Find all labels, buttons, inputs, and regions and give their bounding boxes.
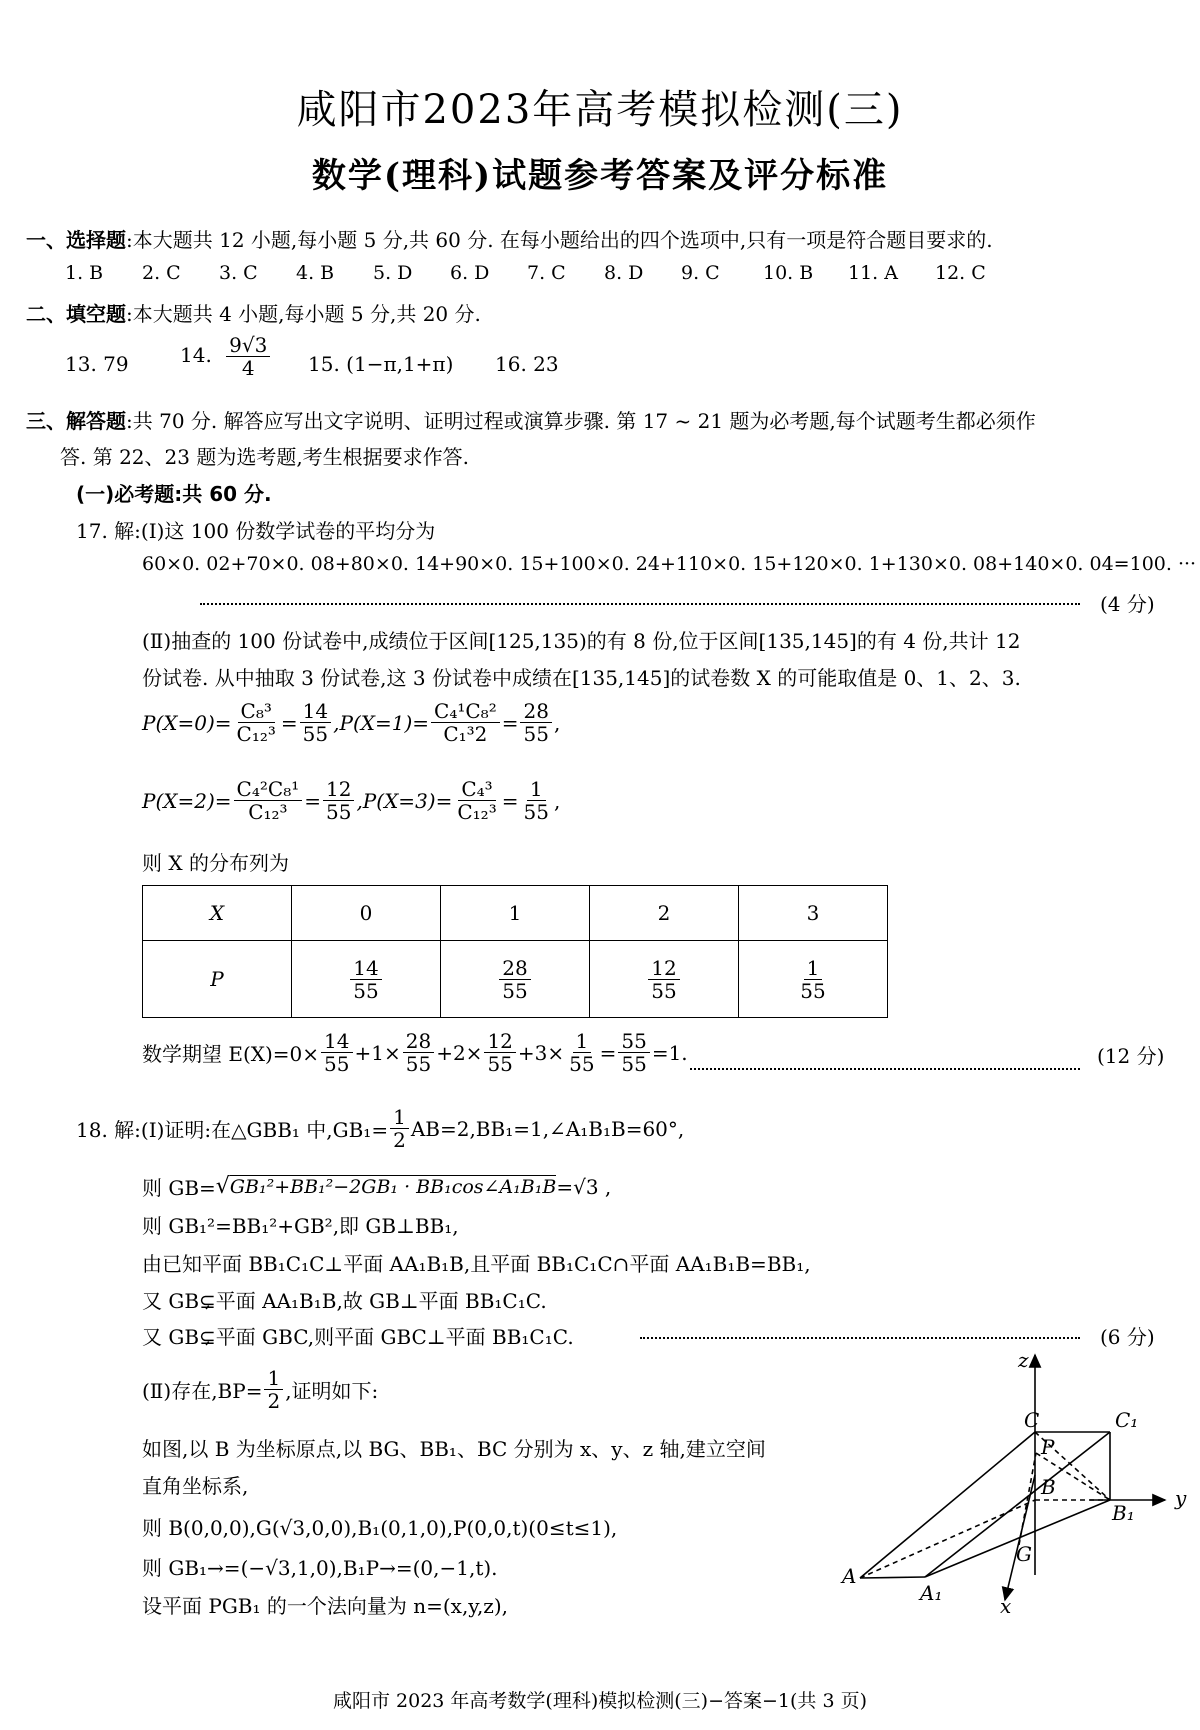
answer-6: 6. D xyxy=(450,262,490,284)
q18-line3: 则 GB₁²=BB₁²+GB²,即 GB⊥BB₁, xyxy=(142,1214,459,1238)
p3-den: C₁₂³ xyxy=(457,800,497,824)
table-row xyxy=(143,941,888,1018)
answer-11: 11. A xyxy=(848,262,898,284)
q17-line4: 份试卷. 从中抽取 3 份试卷,这 3 份试卷中成绩在[135,145]的试卷数 X 的可能取值是 0、1、2、3. xyxy=(142,666,1021,690)
table-cell xyxy=(739,941,888,1018)
fill-14-num: 9√3 xyxy=(226,334,270,357)
p2-num: C₄²C₈¹ xyxy=(234,778,303,801)
table-head-cell: 0 xyxy=(292,886,441,941)
q17-expectation xyxy=(142,1030,688,1075)
answer-8: 8. D xyxy=(604,262,644,284)
ex-f4n: 1 xyxy=(573,1030,592,1053)
p3-frac xyxy=(454,778,499,823)
edge-ac xyxy=(860,1432,1035,1578)
cell-num: 12 xyxy=(648,957,679,980)
p1-num: C₄¹C₈² xyxy=(431,700,500,723)
fill-13: 13. 79 xyxy=(65,352,129,376)
p2-result xyxy=(323,778,354,823)
p2-eq: = xyxy=(304,788,321,813)
p1-rd: 55 xyxy=(523,722,549,746)
q18-line4: 由已知平面 BB₁C₁C⊥平面 AA₁B₁B,且平面 BB₁C₁C∩平面 AA₁B₁B=BB₁, xyxy=(142,1252,811,1276)
p2-lhs: P(X=2)= xyxy=(142,788,232,813)
label-b1: B₁ xyxy=(1112,1501,1135,1525)
ex-f5n: 55 xyxy=(618,1030,649,1053)
ex-m1: +1× xyxy=(354,1040,401,1065)
table-head-x: X xyxy=(209,901,225,925)
q18-line7 xyxy=(142,1367,378,1412)
label-a: A xyxy=(842,1564,857,1588)
q18-l7-fn: 1 xyxy=(264,1367,283,1390)
table-cell xyxy=(590,941,739,1018)
edge-ab xyxy=(860,1500,1035,1578)
edge-aa1 xyxy=(860,1577,925,1578)
q17-line2: 60×0. 02+70×0. 08+80×0. 14+90×0. 15+100×0. 24+110×0. 15+120×0. 1+130×0. 08+140×0. 04=100. ··· xyxy=(142,553,1197,575)
section3-heading xyxy=(26,405,1036,434)
section3-desc2: 答. 第 22、23 题为选考题,考生根据要求作答. xyxy=(60,445,470,469)
section3-head: 三、解答题 xyxy=(26,409,126,433)
q18-line9: 直角坐标系, xyxy=(142,1474,249,1498)
dist-label: 则 X 的分布列为 xyxy=(142,851,289,875)
ex-lhs: 数学期望 E(X)=0× xyxy=(142,1042,320,1066)
answer-1: 1. B xyxy=(65,262,104,284)
section1-heading xyxy=(26,224,993,253)
prism-figure xyxy=(820,1345,1200,1615)
q18-dots-1 xyxy=(640,1337,1080,1339)
answer-5: 5. D xyxy=(373,262,413,284)
q18-line1 xyxy=(76,1106,684,1151)
q18-l7b: ,证明如下: xyxy=(285,1379,379,1403)
q18-l2a: 则 GB= xyxy=(142,1176,216,1200)
p0-lhs: P(X=0)= xyxy=(142,710,232,735)
p0-rd: 55 xyxy=(302,722,329,746)
p3-num: C₄³ xyxy=(458,778,495,801)
q18-line5: 又 GB⊊平面 AA₁B₁B,故 GB⊥平面 BB₁C₁C. xyxy=(142,1289,547,1313)
q17-dots-1 xyxy=(200,603,1080,605)
q18-radicand: GB₁²+BB₁²−2GB₁ · BB₁cos∠A₁B₁B xyxy=(229,1176,557,1198)
p1-rn: 28 xyxy=(520,700,551,723)
q17-score1: (4 分) xyxy=(1100,592,1155,616)
page-footer: 咸阳市 2023 年高考数学(理科)模拟检测(三)−答案−1(共 3 页) xyxy=(332,1690,867,1712)
fill-16: 16. 23 xyxy=(495,352,559,376)
label-c: C xyxy=(1024,1408,1040,1432)
q18-line8: 如图,以 B 为坐标原点,以 BG、BB₁、BC 分别为 x、y、z 轴,建立空间 xyxy=(142,1437,766,1461)
page-subtitle: 数学(理科)试题参考答案及评分标准 xyxy=(311,156,889,196)
table-cell xyxy=(292,941,441,1018)
answer-12: 12. C xyxy=(935,262,986,284)
p1-den: C₁³2 xyxy=(443,722,488,746)
p3-result xyxy=(520,778,551,823)
p1-eq: = xyxy=(501,710,519,735)
q18-l1-fd: 2 xyxy=(393,1128,406,1152)
q18-line2 xyxy=(142,1172,611,1201)
fill-14 xyxy=(180,334,272,379)
p2-frac xyxy=(234,778,303,823)
q18-l7a: (Ⅱ)存在,BP= xyxy=(142,1379,263,1403)
p3-eq: = xyxy=(501,788,519,813)
sqrt-sign: √ xyxy=(215,1174,230,1199)
table-row xyxy=(143,886,888,941)
p3-rn: 1 xyxy=(527,778,546,801)
fill-14-label: 14. xyxy=(180,343,212,367)
section1-desc: :本大题共 12 小题,每小题 5 分,共 60 分. 在每小题给出的四个选项中,只有一项是符合题目要求的. xyxy=(126,228,993,252)
ex-f1d: 55 xyxy=(324,1052,350,1076)
q17-dots-2 xyxy=(690,1068,1080,1070)
q18-line6: 又 GB⊊平面 GBC,则平面 GBC⊥平面 BB₁C₁C. xyxy=(142,1325,574,1349)
q17-line3: (Ⅱ)抽查的 100 份试卷中,成绩位于区间[125,135)的有 8 份,位于区间[135,145]的有 4 份,共计 12 xyxy=(142,629,1021,653)
answer-7: 7. C xyxy=(527,262,566,284)
section2-desc: :本大题共 4 小题,每小题 5 分,共 20 分. xyxy=(126,302,481,326)
q17-prob-row1 xyxy=(142,700,560,745)
answer-4: 4. B xyxy=(296,262,335,284)
ex-f5d: 55 xyxy=(621,1052,647,1076)
label-b: B xyxy=(1041,1475,1056,1499)
cell-num: 1 xyxy=(804,957,823,980)
ex-m4: = xyxy=(599,1040,617,1065)
table-head-cell: 2 xyxy=(590,886,739,941)
q18-line11: 则 GB₁→=(−√3,1,0),B₁P→=(0,−1,t). xyxy=(142,1556,498,1580)
table-head-cell xyxy=(143,886,292,941)
q17-line1: 17. 解:(Ⅰ)这 100 份数学试卷的平均分为 xyxy=(76,519,436,543)
q18-l7-fd: 2 xyxy=(267,1389,281,1413)
cell-num: 28 xyxy=(499,957,530,980)
ex-f4d: 55 xyxy=(569,1052,595,1076)
p0-eq: = xyxy=(280,710,298,735)
q18-score1: (6 分) xyxy=(1100,1325,1155,1349)
p2-den: C₁₂³ xyxy=(248,800,288,824)
q18-l2b: =√3 , xyxy=(556,1174,612,1199)
table-head-cell: 1 xyxy=(441,886,590,941)
label-z: z xyxy=(1018,1348,1029,1372)
label-g: G xyxy=(1016,1542,1032,1566)
table-row-label xyxy=(143,941,292,1018)
cell-den: 55 xyxy=(353,978,379,1003)
ex-f2d: 55 xyxy=(405,1052,432,1076)
ex-f1n: 14 xyxy=(321,1030,352,1053)
p1-result xyxy=(520,700,551,745)
cell-den: 55 xyxy=(800,978,826,1003)
p2-rn: 12 xyxy=(323,778,354,801)
section1-head: 一、选择题 xyxy=(26,228,126,252)
section3-desc1: :共 70 分. 解答应写出文字说明、证明过程或演算步骤. 第 17 ~ 21 题为必考题,每个试题考生都必须作 xyxy=(126,409,1036,433)
p2-rd: 55 xyxy=(326,800,352,824)
answer-3: 3. C xyxy=(219,262,258,284)
ex-f3d: 55 xyxy=(487,1052,513,1076)
cell-num: 14 xyxy=(350,957,381,980)
ex-end: =1. xyxy=(651,1040,688,1065)
p3-rd: 55 xyxy=(523,800,549,824)
cell-den: 55 xyxy=(502,978,528,1003)
q18-l1a: 18. 解:(Ⅰ)证明:在△GBB₁ 中,GB₁= xyxy=(76,1118,389,1142)
section3-sub: (一)必考题:共 60 分. xyxy=(76,482,272,506)
p0-den: C₁₂³ xyxy=(236,722,276,746)
page-title: 咸阳市2023年高考模拟检测(三) xyxy=(296,87,904,133)
section2-head: 二、填空题 xyxy=(26,302,126,326)
cell-den: 55 xyxy=(651,978,677,1003)
fill-14-den: 4 xyxy=(241,356,255,380)
p3-lhs: ,P(X=3)= xyxy=(356,788,453,813)
q18-line12: 设平面 PGB₁ 的一个法向量为 n=(x,y,z), xyxy=(142,1594,508,1618)
p1-frac xyxy=(431,700,500,745)
table-cell xyxy=(441,941,590,1018)
label-c1: C₁ xyxy=(1115,1408,1139,1432)
answer-10: 10. B xyxy=(763,262,814,284)
section2-heading xyxy=(26,298,481,327)
label-y: y xyxy=(1175,1486,1187,1510)
fill-15: 15. (1−π,1+π) xyxy=(308,352,454,376)
p1-end: , xyxy=(553,710,561,735)
answer-9: 9. C xyxy=(681,262,720,284)
q17-score2: (12 分) xyxy=(1097,1044,1165,1068)
label-a1: A₁ xyxy=(920,1581,943,1605)
q18-l1-fn: 1 xyxy=(390,1106,409,1129)
q18-line10: 则 B(0,0,0),G(√3,0,0),B₁(0,1,0),P(0,0,t)(0≤t≤1), xyxy=(142,1516,618,1540)
label-p: P xyxy=(1041,1435,1055,1459)
p0-result xyxy=(300,700,331,745)
label-x: x xyxy=(1000,1594,1012,1615)
fill-14-fraction xyxy=(226,334,270,379)
ex-f2n: 28 xyxy=(403,1030,434,1053)
p0-rn: 14 xyxy=(300,700,331,723)
ex-f3n: 12 xyxy=(484,1030,515,1053)
p3-end: , xyxy=(553,788,561,813)
q18-l1b: AB=2,BB₁=1,∠A₁B₁B=60°, xyxy=(410,1116,685,1141)
table-head-cell: 3 xyxy=(739,886,888,941)
p0-num: C₈³ xyxy=(238,700,275,723)
q17-prob-row2 xyxy=(142,778,560,823)
distribution-table xyxy=(142,885,888,1018)
p1-lhs: ,P(X=1)= xyxy=(333,710,430,735)
answer-2: 2. C xyxy=(142,262,181,284)
table-p: P xyxy=(210,967,224,991)
ex-m3: +3× xyxy=(517,1040,565,1065)
p0-frac xyxy=(234,700,279,745)
ex-m2: +2× xyxy=(436,1040,483,1065)
